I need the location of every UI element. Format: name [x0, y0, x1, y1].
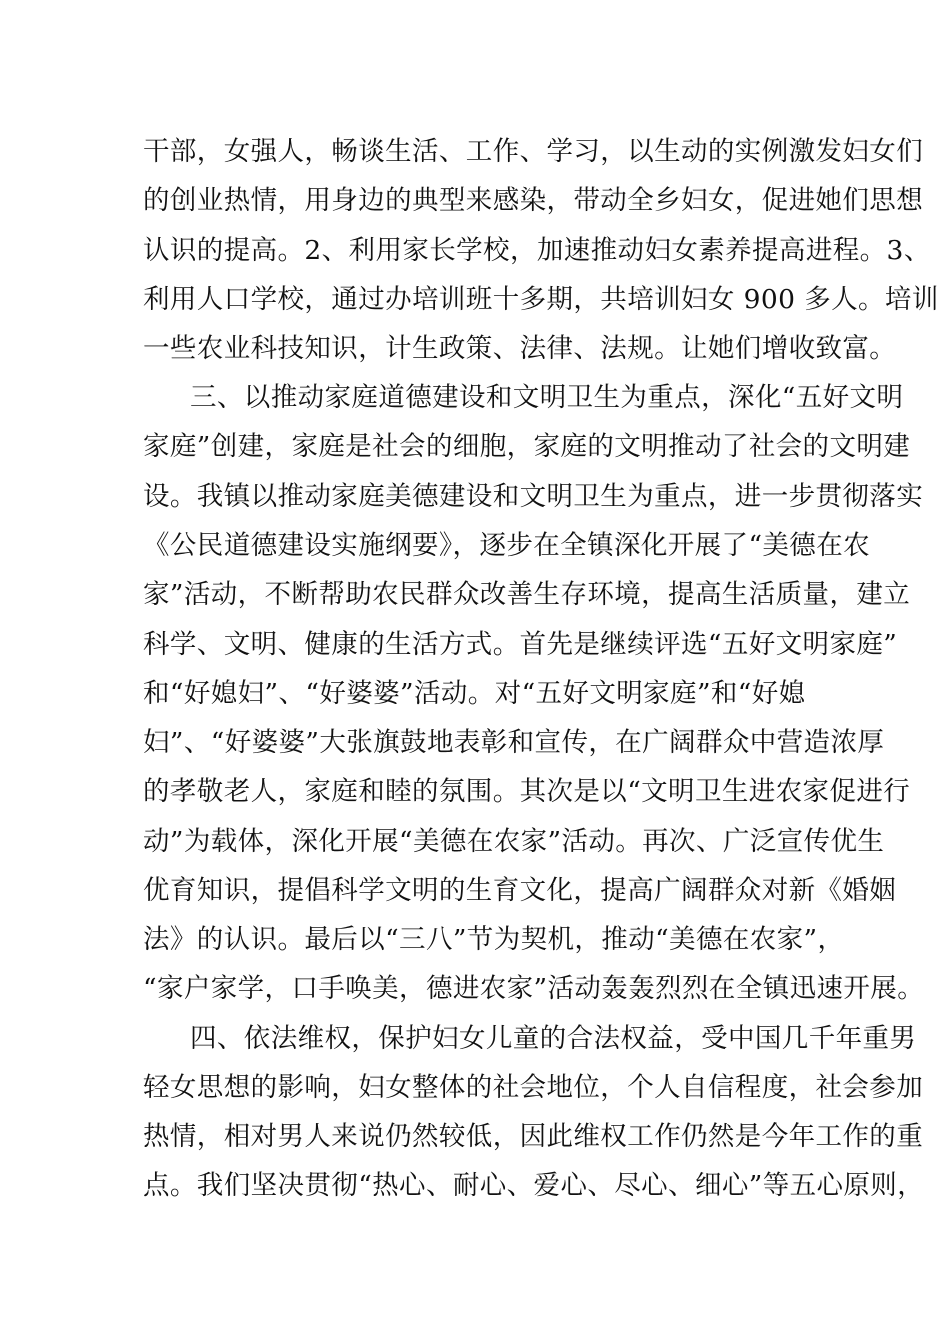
- text-line: 干部，女强人，畅谈生活、工作、学习，以生动的实例激发妇女们: [143, 136, 924, 167]
- text-line: 认识的提高。2、利用家长学校，加速推动妇女素养提高进程。3、: [143, 235, 931, 266]
- text-line: 和“好媳妇”、“好婆婆”活动。对“五好文明家庭”和“好媳: [143, 678, 806, 709]
- text-line: 的创业热情，用身边的典型来感染，带动全乡妇女，促进她们思想: [143, 185, 924, 216]
- text-line: “家户家学，口手唤美，德进农家”活动轰轰烈烈在全镇迅速开展。: [143, 973, 925, 1004]
- text-line: 的孝敬老人，家庭和睦的氛围。其次是以“文明卫生进农家促进行: [143, 776, 911, 807]
- text-line: 动”为载体，深化开展“美德在农家”活动。再次、广泛宣传优生: [143, 826, 885, 857]
- text-line: 家庭”创建，家庭是社会的细胞，家庭的文明推动了社会的文明建: [143, 431, 911, 462]
- text-line: 妇”、“好婆婆”大张旗鼓地表彰和宣传，在广阔群众中营造浓厚: [143, 727, 885, 758]
- text-line: 热情，相对男人来说仍然较低，因此维权工作仍然是今年工作的重: [143, 1121, 924, 1152]
- text-line: 《公民道德建设实施纲要》，逐步在全镇深化开展了“美德在农: [143, 530, 870, 561]
- text-line: 优育知识，提倡科学文明的生育文化，提高广阔群众对新《婚姻: [143, 875, 897, 906]
- paragraph-start-line: 四、依法维权，保护妇女儿童的合法权益，受中国几千年重男: [190, 1023, 917, 1054]
- text-line: 一些农业科技知识，计生政策、法律、法规。让她们增收致富。: [143, 333, 897, 364]
- text-line: 利用人口学校，通过办培训班十多期，共培训妇女 900 多人。培训: [143, 284, 939, 315]
- text-line: 轻女思想的影响，妇女整体的社会地位，个人自信程度，社会参加: [143, 1072, 924, 1103]
- paragraph-start-line: 三、以推动家庭道德建设和文明卫生为重点，深化“五好文明: [190, 382, 904, 413]
- text-line: 科学、文明、健康的生活方式。首先是继续评选“五好文明家庭”: [143, 629, 898, 660]
- text-line: 法》的认识。最后以“三八”节为契机，推动“美德在农家”，: [143, 924, 845, 955]
- text-line: 设。我镇以推动家庭美德建设和文明卫生为重点，进一步贯彻落实: [143, 481, 924, 512]
- text-line: 家”活动，不断帮助农民群众改善生存环境，提高生活质量，建立: [143, 579, 911, 610]
- text-line: 点。我们坚决贯彻“热心、耐心、爱心、尽心、细心”等五心原则，: [143, 1170, 925, 1201]
